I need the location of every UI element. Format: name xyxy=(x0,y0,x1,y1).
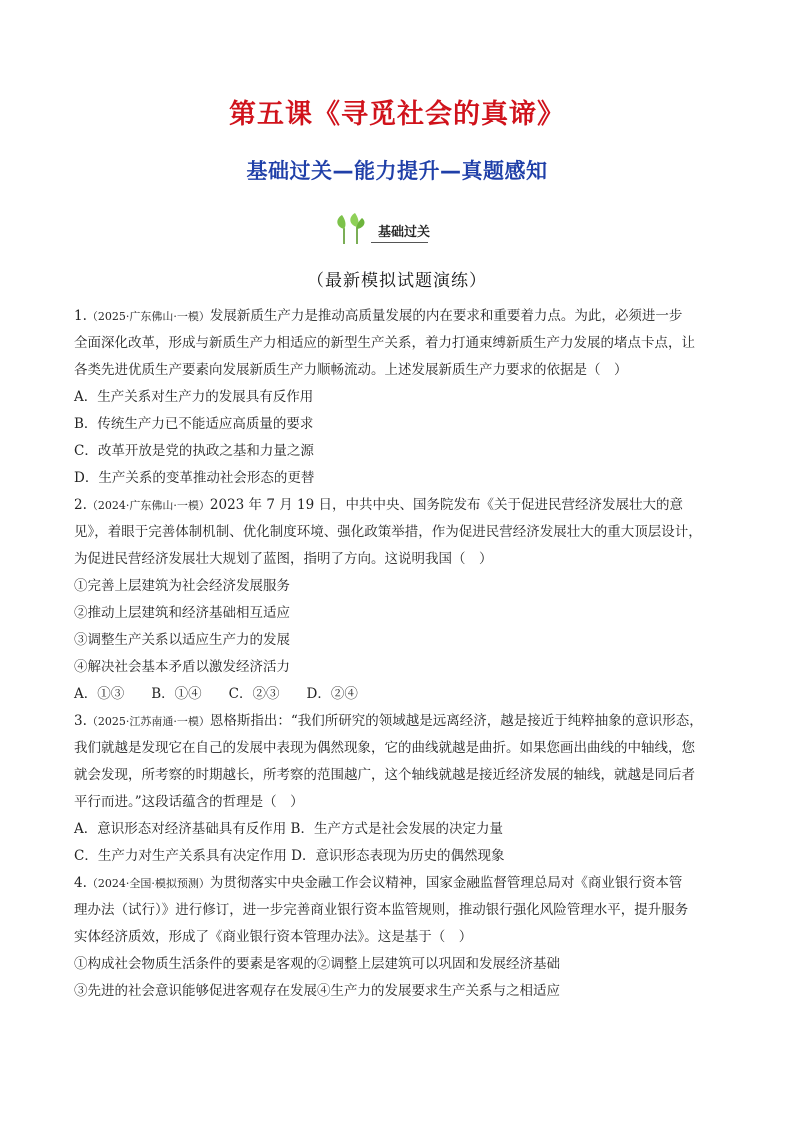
options-row-cd: C．生产力对生产关系具有决定作用 D．意识形态表现为历史的偶然现象 xyxy=(74,848,505,864)
page-subtitle: 基础过关—能力提升—真题感知 xyxy=(246,159,548,183)
statement-3: ③调整生产关系以适应生产力的发展 xyxy=(74,632,290,648)
question-number: 3. xyxy=(74,713,87,729)
section-badge xyxy=(333,213,429,245)
statement-4: ④解决社会基本矛盾以激发经济活力 xyxy=(74,659,290,675)
question-stem-line: 就会发现，所考察的时期越长，所考察的范围越广，这个轴线就越是接近经济发展的轴线，就越是同后者 xyxy=(74,767,695,783)
question-source: （2024·广东佛山·一模） xyxy=(86,499,210,512)
page-title: 第五课《寻觅社会的真谛》 xyxy=(229,99,565,130)
badge-underline xyxy=(371,242,428,243)
question-3 xyxy=(74,708,726,870)
question-list xyxy=(74,303,726,1005)
question-stem-line: 实体经济质效，形成了《商业银行资本管理办法》。这是基于（ ） xyxy=(74,929,473,945)
question-4 xyxy=(74,870,726,1005)
question-stem-line: 理办法（试行）》进行修订，进一步完善商业银行资本监管规则，推动银行强化风险管理水平，提升服务 xyxy=(74,902,689,918)
question-text: 2023 年 7 月 19 日，中共中央、国务院发布《关于促进民营经济发展壮大的意 xyxy=(209,497,683,513)
question-text: 发展新质生产力是推动高质量发展的内在要求和重要着力点。为此，必须进一步 xyxy=(209,308,683,324)
question-source: （2025·广东佛山·一模） xyxy=(86,310,210,323)
question-source: （2024·全国·模拟预测） xyxy=(86,877,210,890)
question-number: 2. xyxy=(74,497,87,513)
question-number: 1. xyxy=(74,308,87,324)
question-stem-line xyxy=(74,708,726,735)
question-text: 为贯彻落实中央金融工作会议精神，国家金融监督管理总局对《商业银行资本管 xyxy=(209,875,683,891)
section-badge-label: 基础过关 xyxy=(378,225,431,240)
question-stem-line: 见》，着眼于完善体制机制、优化制度环境、强化政策举措，作为促进民营经济发展壮大的重大顶层设计， xyxy=(74,524,702,540)
statement-1: ①完善上层建筑为社会经济发展服务 xyxy=(74,578,290,594)
question-stem-line xyxy=(74,303,726,330)
question-stem-line: 全面深化改革，形成与新质生产力相适应的新型生产关系，着力打通束缚新质生产力发展的堵点卡点，让 xyxy=(74,335,695,351)
statements-row-12: ①构成社会物质生活条件的要素是客观的②调整上层建筑可以巩固和发展经济基础 xyxy=(74,956,560,972)
answer-options: A．①③ B．①④ C．②③ D．②④ xyxy=(74,686,358,702)
option-c: C．改革开放是党的执政之基和力量之源 xyxy=(74,443,314,459)
question-stem-line: 各类先进优质生产要素向发展新质生产力顺畅流动。上述发展新质生产力要求的依据是（ ） xyxy=(74,362,628,378)
question-source: （2025·江苏南通·一模） xyxy=(86,715,210,728)
question-stem-line xyxy=(74,870,726,897)
question-text: 恩格斯指出：“我们所研究的领域越是远离经济，越是接近于纯粹抽象的意识形态， xyxy=(209,713,703,729)
question-stem-line: 为促进民营经济发展壮大规划了蓝图，指明了方向。这说明我国（ ） xyxy=(74,551,493,567)
section-subtitle: （最新模拟试题演练） xyxy=(307,271,487,291)
statement-2: ②推动上层建筑和经济基础相互适应 xyxy=(74,605,290,621)
question-stem-line: 平行而进。”这段话蕴含的哲理是（ ） xyxy=(74,794,304,810)
option-a: A．生产关系对生产力的发展具有反作用 xyxy=(74,389,314,405)
option-b: B．传统生产力已不能适应高质量的要求 xyxy=(74,416,314,432)
options-row-ab: A．意识形态对经济基础具有反作用 B．生产方式是社会发展的决定力量 xyxy=(74,821,503,837)
question-number: 4. xyxy=(74,875,87,891)
question-stem-line: 我们就越是发现它在自己的发展中表现为偶然现象，它的曲线就越是曲折。如果您画出曲线的中轴线，您 xyxy=(74,740,695,756)
question-2 xyxy=(74,492,726,708)
question-stem-line xyxy=(74,492,726,519)
option-d: D．生产关系的变革推动社会形态的更替 xyxy=(74,470,315,486)
leaf-icon xyxy=(333,213,373,245)
question-1 xyxy=(74,303,726,492)
statements-row-34: ③先进的社会意识能够促进客观存在发展④生产力的发展要求生产关系与之相适应 xyxy=(74,983,560,999)
